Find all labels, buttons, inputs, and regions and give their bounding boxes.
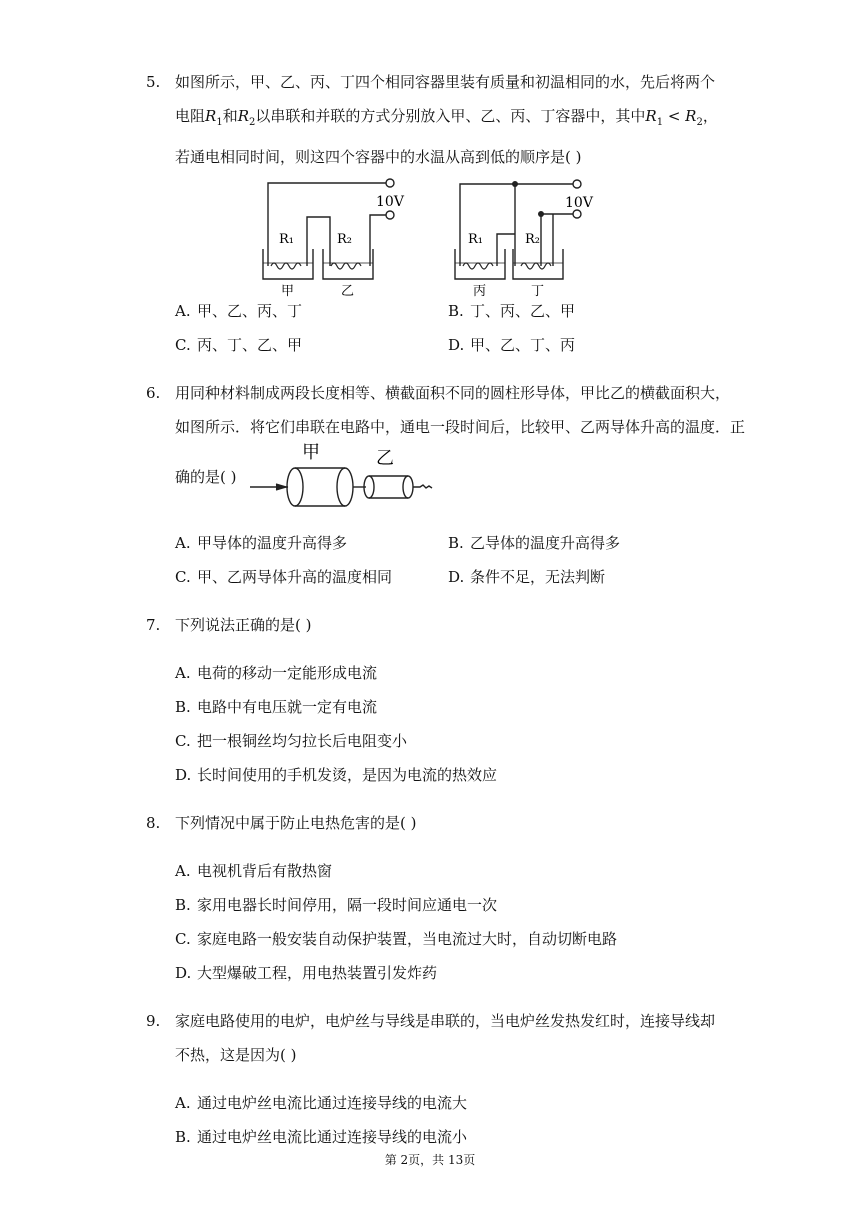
conductor-label-yi: 乙 <box>376 448 394 469</box>
stem-line-1: 用同种材料制成两段长度相等、横截面积不同的圆柱形导体，甲比乙的横截面积大， <box>175 384 731 402</box>
question-number: 6. <box>146 384 161 402</box>
q5-option-d[interactable]: D. 甲、乙、丁、丙 <box>448 336 576 354</box>
question-stem: 下列情况中属于防止电热危害的是( ) <box>175 814 417 832</box>
resistor-label-r2-parallel: R₂ <box>525 232 540 247</box>
q5-circuit-figure <box>255 172 615 297</box>
stem-line-2: 电阻$R_1$和$R_2$以串联和并联的方式分别放入甲、乙、丙、丁容器中，其中$R_1 < R_2$， <box>175 107 718 128</box>
stem-line-1: 如图所示，甲、乙、丙、丁四个相同容器里装有质量和初温相同的水，先后将两个 <box>175 73 716 91</box>
q6-option-d[interactable]: D. 条件不足，无法判断 <box>448 568 606 586</box>
question-stem <box>175 1004 726 1072</box>
q8-option-a[interactable]: A. 电视机背后有散热窗 <box>175 862 333 880</box>
container-label-bing: 丙 <box>473 284 487 297</box>
q7-option-d[interactable]: D. 长时间使用的手机发烫，是因为电流的热效应 <box>175 766 498 784</box>
q7-option-a[interactable]: A. 电荷的移动一定能形成电流 <box>175 664 378 682</box>
q9-option-b[interactable]: B. 通过电炉丝电流比通过连接导线的电流小 <box>175 1128 468 1146</box>
question-9 <box>146 1004 726 1072</box>
question-number: 5. <box>146 73 161 91</box>
question-stem <box>175 65 726 174</box>
stem-line-3: 若通电相同时间，则这四个容器中的水温从高到低的顺序是( ) <box>175 148 582 166</box>
q5-option-b[interactable]: B. 丁、丙、乙、甲 <box>448 302 576 320</box>
question-number: 8. <box>146 814 161 832</box>
resistor-label-r1-parallel: R₁ <box>468 232 483 247</box>
conductor-label-jia: 甲 <box>302 442 320 463</box>
stem-line-1: 家庭电路使用的电炉，电炉丝与导线是串联的，当电炉丝发热发红时，连接导线却 <box>175 1012 716 1030</box>
q6-conductor-figure <box>248 440 438 510</box>
q6-option-b[interactable]: B. 乙导体的温度升高得多 <box>448 534 621 552</box>
voltage-label-right: 10V <box>565 195 593 211</box>
container-label-ding: 丁 <box>531 284 545 297</box>
q8-option-c[interactable]: C. 家庭电路一般安装自动保护装置，当电流过大时，自动切断电路 <box>175 930 618 948</box>
question-5 <box>146 65 726 174</box>
q8-option-b[interactable]: B. 家用电器长时间停用，隔一段时间应通电一次 <box>175 896 498 914</box>
q6-option-c[interactable]: C. 甲、乙两导体升高的温度相同 <box>175 568 393 586</box>
stem-line-2: 如图所示．将它们串联在电路中，通电一段时间后，比较甲、乙两导体升高的温度．正 <box>175 418 746 436</box>
question-8 <box>146 806 726 840</box>
container-label-jia: 甲 <box>281 284 295 297</box>
q9-option-a[interactable]: A. 通过电炉丝电流比通过连接导线的电流大 <box>175 1094 468 1112</box>
q5-option-a[interactable]: A. 甲、乙、丙、丁 <box>175 302 303 320</box>
stem-line-2: 不热，这是因为( ) <box>175 1046 297 1064</box>
q6-stem-line-3: 确的是( ) <box>175 468 237 486</box>
resistor-label-r2: R₂ <box>337 232 352 247</box>
page-footer: 第 2页，共 13页 <box>384 1153 476 1167</box>
q8-option-d[interactable]: D. 大型爆破工程，用电热装置引发炸药 <box>175 964 438 982</box>
question-stem <box>175 376 746 444</box>
q6-option-a[interactable]: A. 甲导体的温度升高得多 <box>175 534 348 552</box>
r1-symbol: $R_1$ <box>205 107 223 128</box>
question-6 <box>146 376 746 444</box>
condition-formula: $R_1 < R_2$ <box>645 107 703 128</box>
container-label-yi: 乙 <box>341 284 355 297</box>
resistor-label-r1: R₁ <box>279 232 294 247</box>
question-stem: 下列说法正确的是( ) <box>175 616 312 634</box>
question-7 <box>146 608 726 642</box>
q7-option-c[interactable]: C. 把一根铜丝均匀拉长后电阻变小 <box>175 732 408 750</box>
r2-symbol: $R_2$ <box>237 107 256 128</box>
question-number: 7. <box>146 616 161 634</box>
q5-option-c[interactable]: C. 丙、丁、乙、甲 <box>175 336 303 354</box>
voltage-label-left: 10V <box>376 194 404 210</box>
question-number: 9. <box>146 1012 161 1030</box>
q7-option-b[interactable]: B. 电路中有电压就一定有电流 <box>175 698 378 716</box>
